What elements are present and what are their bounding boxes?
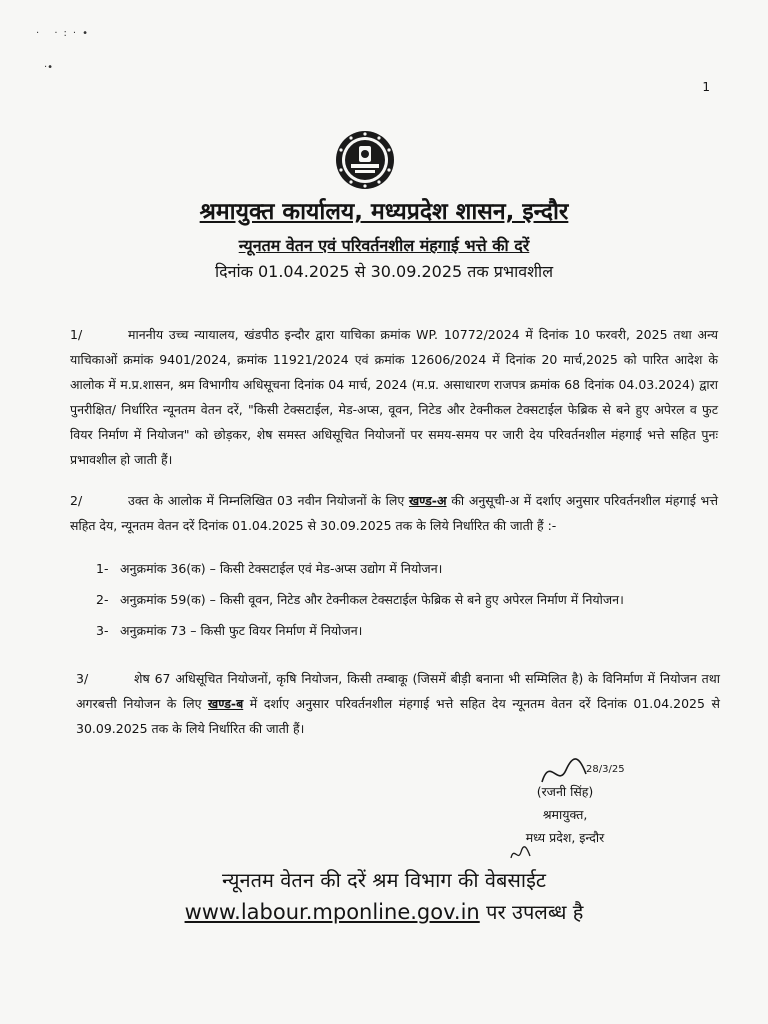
paragraph-2 — [70, 488, 718, 538]
list-item — [96, 587, 706, 612]
initial-scribble-icon — [508, 844, 532, 864]
paragraph-text: की अनुसूची-अ में दर्शाए अनुसार परिवर्तनशील मंहगाई भत्ते सहित देय, न्यूनतम वेतन दरें दिनांक 01.04.2025 से 30.09.2025 तक के लिये निर्धारित की जाती हैं :- — [70, 493, 718, 533]
list-item-number: 3- — [96, 623, 109, 638]
footer-line-1: न्यूनतम वेतन की दरें श्रम विभाग की वेबसाईट — [221, 868, 547, 892]
list-item-text: अनुक्रमांक 73 – किसी फुट वियर निर्माण में नियोजन। — [120, 623, 363, 638]
section-a-reference: खण्ड-अ — [408, 493, 447, 508]
paragraph-text: माननीय उच्च न्यायालय, खंडपीठ इन्दौर द्वारा याचिका क्रमांक WP. 10772/2024 में दिनांक 10 फरवरी, 2025 तथा अन्य याचिकाओं क्रमांक 9401/2024, क्रमांक 11921/2024 एवं क्रमांक 12606/2024 में दिनांक 20 मार्च,2025 को पारित आदेश के आलोक में म.प्र.शासन, श्रम विभागीय अधिसूचना दिनांक 04 मार्च, 2024 (म.प्र. असाधारण राजपत्र क्रमांक 68 दिनांक 04.03.2024) द्वारा पुनरीक्षित/ निर्धारित न्यूनतम वेतन दरें, "किसी टेक्सटाईल, मेड-अप्स, वूवन, निटेड और टेक्नीकल टेक्सटाईल फेब्रिक से बने हुए अपेरल व फुट वियर निर्माण में नियोजन" को छोड़कर, शेष समस्त अधिसूचित नियोजनों पर समय-समय पर जारी देय परिवर्तनशील मंहगाई भत्ते सहित पुनः प्रभावशील हो जाती हैं। — [70, 327, 718, 467]
footer-text: पर उपलब्ध है — [479, 900, 584, 924]
paragraph-number: 2/ — [70, 493, 83, 508]
website-link[interactable]: www.labour.mponline.gov.in — [184, 900, 480, 924]
scan-marks: · ·:·• — [36, 28, 94, 39]
page-number: 1 — [702, 80, 710, 94]
footer-line-2 — [0, 898, 768, 925]
paragraph-text: उक्त के आलोक में निम्नलिखित 03 नवीन नियोजनों के लिए — [128, 493, 409, 508]
list-item — [96, 618, 706, 643]
paragraph-text: शेष 67 अधिसूचित नियोजनों, कृषि नियोजन, किसी तम्बाकू (जिसमें बीड़ी बनाना भी सम्मिलित है) के विनिर्माण में नियोजन तथा अगरबत्ती नियोजन के लिए — [76, 671, 720, 711]
list-item-text: अनुक्रमांक 36(क) – किसी टेक्सटाईल एवं मेड-अप्स उद्योग में नियोजन। — [120, 561, 443, 576]
paragraph-3 — [76, 666, 720, 741]
office-title: श्रमायुक्त कार्यालय, मध्यप्रदेश शासन, इन्दौर — [199, 199, 569, 225]
paragraph-number: 3/ — [76, 671, 89, 686]
state-emblem-icon — [333, 128, 397, 192]
signatory-designation: श्रमायुक्त, — [542, 807, 588, 822]
effective-period: दिनांक 01.04.2025 से 30.09.2025 तक प्रभावशील — [214, 262, 554, 281]
paragraph-text: में दर्शाए अनुसार परिवर्तनशील मंहगाई भत्ते सहित देय न्यूनतम वेतन दरें दिनांक 01.04.2025 से 30.09.2025 तक के लिये निर्धारित की जाती हैं। — [76, 696, 720, 736]
paragraph-number: 1/ — [70, 327, 83, 342]
signatory-name: (रजनी सिंह) — [536, 784, 594, 799]
list-item-text: अनुक्रमांक 59(क) – किसी वूवन, निटेड और टेक्नीकल टेक्सटाईल फेब्रिक से बने हुए अपेरल निर्माण में नियोजन। — [120, 592, 624, 607]
signature-date: 28/3/25 — [586, 764, 625, 775]
scan-marks: ·• — [44, 62, 54, 73]
notice-subtitle: न्यूनतम वेतन एवं परिवर्तनशील मंहगाई भत्ते की दरें — [238, 236, 530, 255]
list-item-number: 2- — [96, 592, 109, 607]
signature-block — [500, 780, 630, 849]
list-item-number: 1- — [96, 561, 109, 576]
employment-list — [96, 556, 706, 643]
paragraph-1 — [70, 322, 718, 472]
list-item — [96, 556, 706, 581]
signatory-place: मध्य प्रदेश, इन्दौर — [525, 830, 605, 845]
section-b-reference: खण्ड-ब — [208, 696, 244, 711]
